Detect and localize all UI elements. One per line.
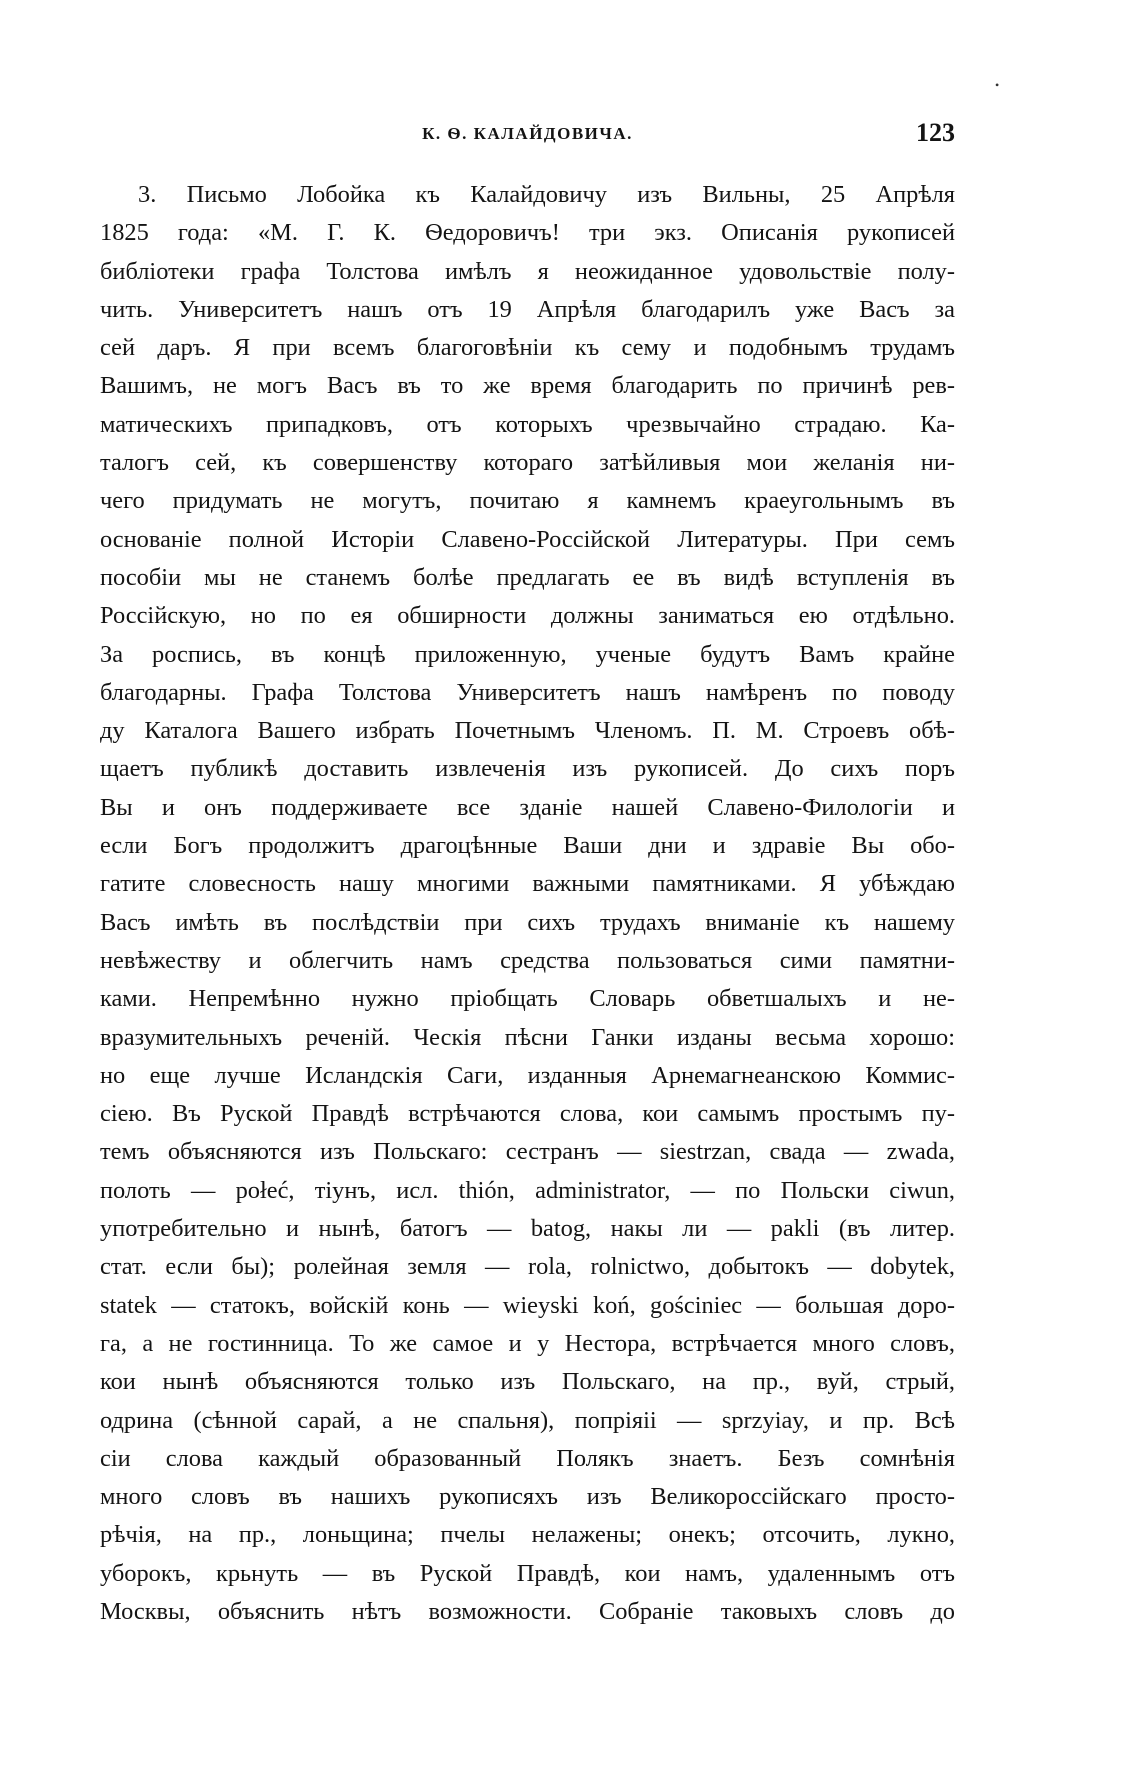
body-text [100,176,955,1631]
text-line: га, а не гостинница. То же самое и у Нестора, встрѣчается много словъ, [100,1329,955,1357]
text-line: ками. Непремѣнно нужно пріобщать Словарь обветшалыхъ и не- [100,985,955,1013]
text-line: Васъ имѣть въ послѣдствіи при сихъ трудахъ вниманіе къ нашему [100,908,955,936]
text-line: statek — статокъ, войскій конь — wieyski koń, gościniec — большая доро- [100,1291,955,1319]
text-line: 1825 года: «М. Г. К. Ѳедоровичъ! три экз. Описанія рукописей [100,219,955,247]
text-line: одрина (сѣнной сарай, а не спальня), попріяіі — sprzyiay, и пр. Всѣ [100,1406,955,1434]
page-speck: • [995,78,1000,92]
text-line: основаніе полной Исторіи Славено-Россійской Литературы. При семъ [100,525,955,553]
text-line: полоть — połeć, тіунъ, исл. thión, administrator, — по Польски ciwun, [100,1176,955,1204]
text-line: стат. если бы); ролейная земля — rola, rolnictwo, добытокъ — dobytek, [100,1253,955,1281]
text-line: За роспись, въ концѣ приложенную, ученые будутъ Вамъ крайне [100,640,955,668]
text-line: сей даръ. Я при всемъ благоговѣніи къ сему и подобнымъ трудамъ [100,334,955,362]
text-line: библіотеки графа Толстова имѣлъ я неожиданное удовольствіе полу- [100,257,955,285]
text-line: гатите словесность нашу многими важными памятниками. Я убѣждаю [100,870,955,898]
text-line: благодарны. Графа Толстова Университетъ нашъ намѣренъ по поводу [100,678,955,706]
text-line: кои нынѣ объясняются только изъ Польскаго, на пр., вуй, стрый, [100,1368,955,1396]
text-line: чить. Университетъ нашъ отъ 19 Апрѣля благодарилъ уже Васъ за [100,295,955,323]
page-number: 123 [916,118,955,147]
text-line: 3. Письмо Лобойка къ Калайдовичу изъ Вильны, 25 Апрѣля [138,181,955,208]
text-line: уборокъ, крьнуть — въ Руской Правдѣ, кои намъ, удаленнымъ отъ [100,1559,955,1587]
text-line: Вы и онъ поддерживаете все зданіе нашей Славено-Филологіи и [100,793,955,821]
text-line: талогъ сей, къ совершенству котораго затѣйливыя мои желанія ни- [100,449,955,477]
text-line: матическихъ припадковъ, отъ которыхъ чрезвычайно страдаю. Ка- [100,410,955,438]
text-line: Вашимъ, не могъ Васъ въ то же время благодарить по причинѣ рев- [100,372,955,400]
text-line: но еще лучше Исландскія Саги, изданныя Арнемагнеанскою Коммис- [100,1061,955,1089]
page-header [100,118,955,158]
text-line: употребительно и нынѣ, батогъ — batog, накы ли — pakli (въ литер. [100,1215,955,1243]
text-line: невѣжеству и облегчить намъ средства пользоваться сими памятни- [100,946,955,974]
text-line: много словъ въ нашихъ рукописяхъ изъ Великороссійскаго просто- [100,1483,955,1511]
text-line: ду Каталога Вашего избрать Почетнымъ Членомъ. П. М. Строевъ обѣ- [100,717,955,745]
running-title: К. Ѳ. КАЛАЙДОВИЧА. [422,124,633,143]
text-line: темъ объясняются изъ Польскаго: сестранъ — siestrzan, свада — zwada, [100,1138,955,1166]
text-line: чего придумать не могутъ, почитаю я камнемъ краеугольнымъ въ [100,487,955,515]
text-line: пособіи мы не станемъ болѣе предлагать ее въ видѣ вступленія въ [100,563,955,591]
text-line: Москвы, объяснить нѣтъ возможности. Собраніе таковыхъ словъ до [100,1597,955,1625]
text-line: вразумительныхъ реченій. Ческія пѣсни Ганки изданы весьма хорошо: [100,1023,955,1051]
text-line: Россійскую, но по ея обширности должны заниматься ею отдѣльно. [100,602,955,630]
text-line: сіею. Въ Руской Правдѣ встрѣчаются слова, кои самымъ простымъ пу- [100,1100,955,1128]
text-line: сіи слова каждый образованный Полякъ знаетъ. Безъ сомнѣнія [100,1444,955,1472]
text-line: рѣчія, на пр., лоньщина; пчелы нелажены; онекъ; отсочить, лукно, [100,1521,955,1549]
text-line: щаетъ публикѣ доставить извлеченія изъ рукописей. До сихъ поръ [100,755,955,783]
text-line: если Богъ продолжитъ драгоцѣнные Ваши дни и здравіе Вы обо- [100,832,955,860]
